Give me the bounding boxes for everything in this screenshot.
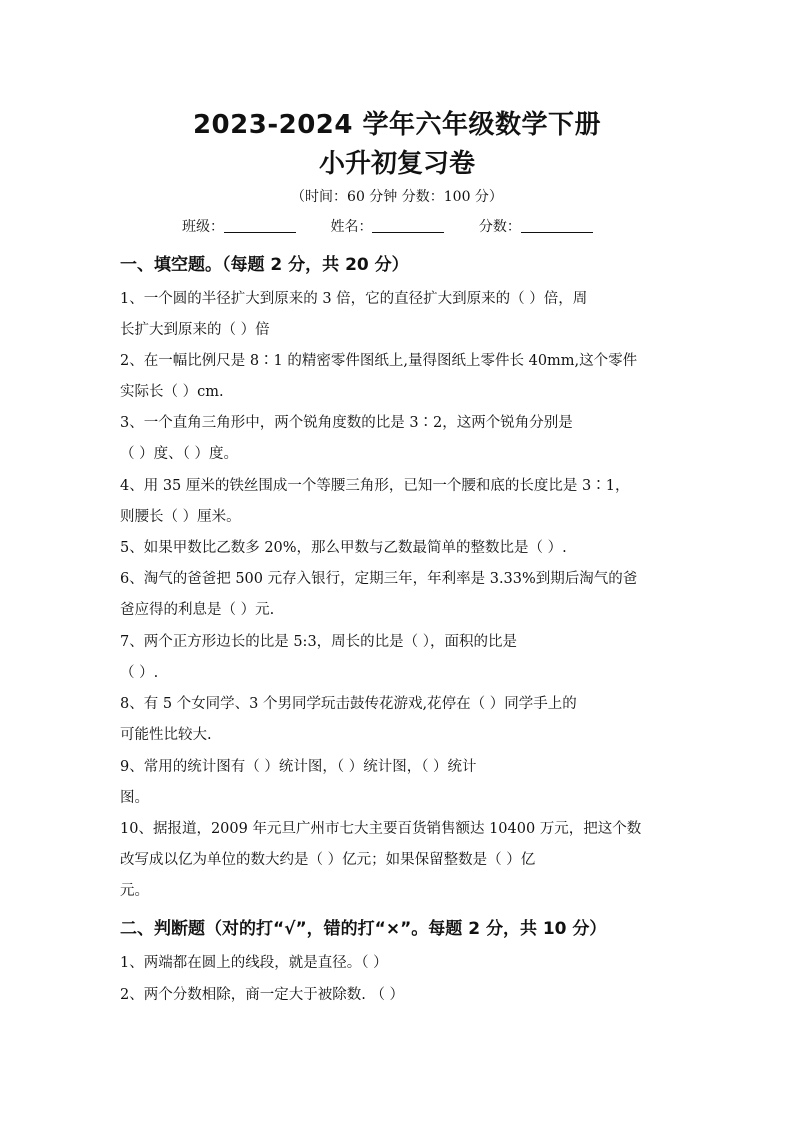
tf-question-2: 2、两个分数相除，商一定大于被除数. （ ） [120, 987, 405, 1003]
score-blank[interactable] [521, 218, 593, 233]
exam-title: 2023-2024 学年六年级数学下册 [192, 110, 602, 140]
name-label: 姓名： [330, 219, 373, 235]
exam-meta: （时间：60 分钟 分数：100 分） [291, 189, 503, 205]
question-1: 1、一个圆的半径扩大到原来的 3 倍，它的直径扩大到原来的（ ）倍，周 长扩大到原来的（ ）倍 [120, 291, 588, 338]
question-7: 7、两个正方形边长的比是 5:3，周长的比是（ ），面积的比是 （ ）. [120, 634, 518, 681]
question-8: 8、有 5 个女同学、3 个男同学玩击鼓传花游戏,花停在（ ）同学手上的 可能性比较大. [120, 696, 577, 743]
section-fill-in-heading: 一、填空题。（每题 2 分，共 20 分） [120, 255, 409, 275]
question-5: 5、如果甲数比乙数多 20%，那么甲数与乙数最简单的整数比是（ ）. [120, 540, 567, 556]
section-true-false-heading: 二、判断题（对的打“√”，错的打“×”。每题 2 分，共 10 分） [120, 919, 607, 939]
class-label: 班级： [182, 219, 224, 235]
question-9: 9、常用的统计图有（ ）统计图，（ ）统计图，（ ）统计 图。 [120, 759, 477, 806]
question-3: 3、一个直角三角形中，两个锐角度数的比是 3∶2，这两个锐角分别是 （ ）度、（ ）度。 [120, 415, 573, 462]
score-label: 分数： [478, 219, 521, 235]
question-2: 2、在一幅比例尺是 8∶1 的精密零件图纸上,量得图纸上零件长 40mm,这个零件 实际长（ ）cm. [120, 353, 638, 400]
class-blank[interactable] [224, 218, 296, 233]
name-blank[interactable] [372, 218, 444, 233]
question-6: 6、淘气的爸爸把 500 元存入银行，定期三年，年利率是 3.33%到期后淘气的爸 爸应得的利息是（ ）元. [120, 571, 638, 618]
student-info-row [182, 216, 623, 236]
tf-question-1: 1、两端都在圆上的线段，就是直径。（ ） [120, 955, 388, 971]
question-10: 10、据报道，2009 年元旦广州市七大主要百货销售额达 10400 万元，把这个数 改写成以亿为单位的数大约是（ ）亿元；如果保留整数是（ ）亿 元。 [120, 821, 642, 899]
question-4: 4、用 35 厘米的铁丝围成一个等腰三角形，已知一个腰和底的长度比是 3∶1， 则腰长（ ）厘米。 [120, 478, 630, 525]
exam-subtitle: 小升初复习卷 [318, 149, 475, 179]
